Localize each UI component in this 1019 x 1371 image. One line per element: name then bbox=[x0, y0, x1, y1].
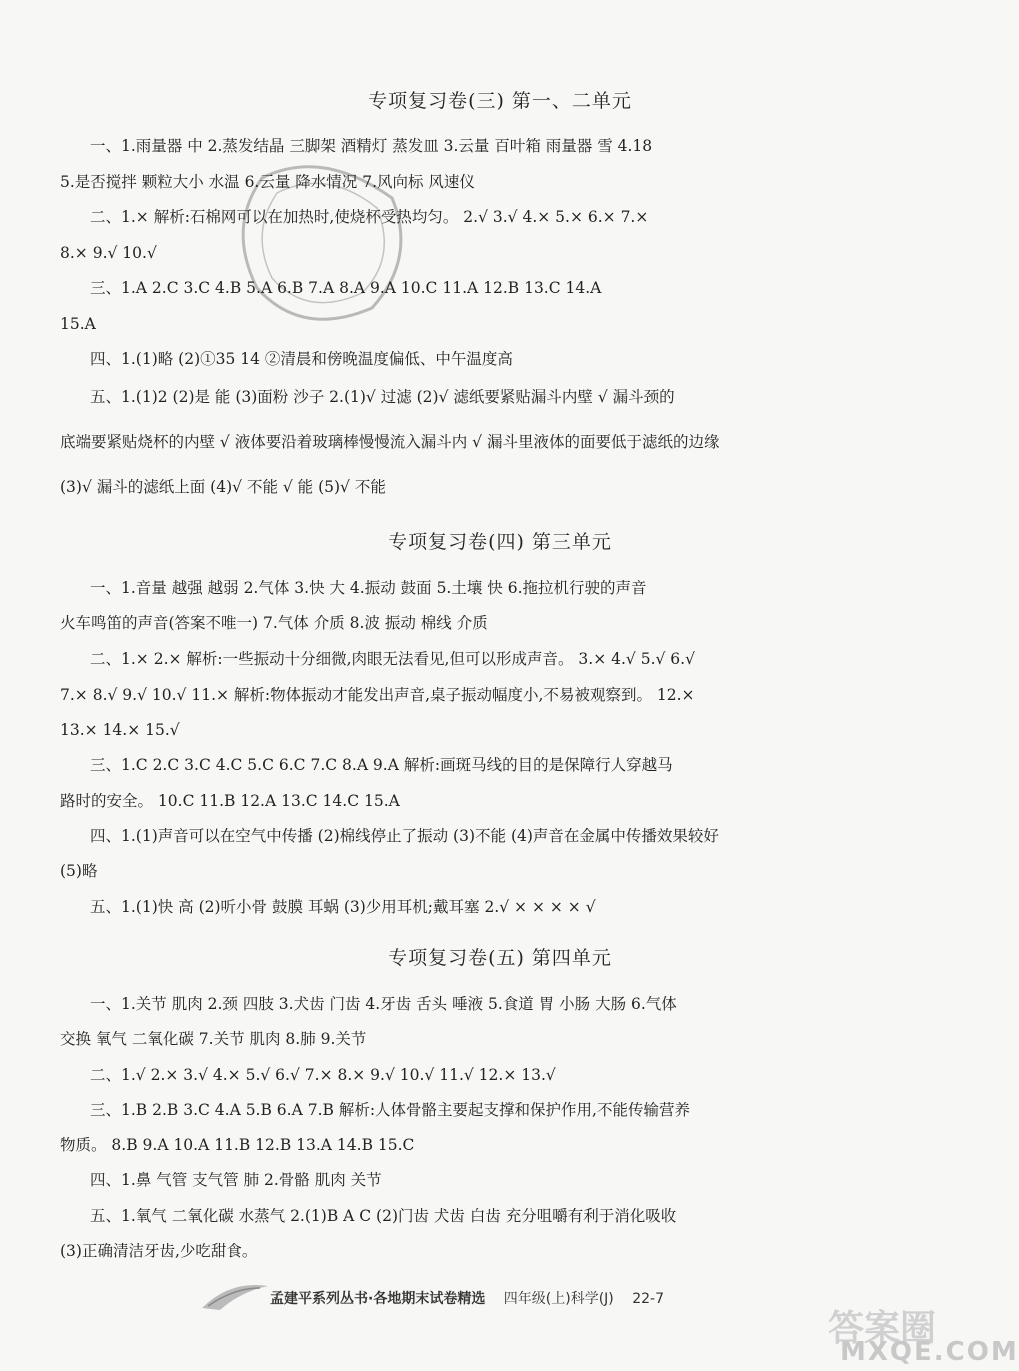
answer-line: 二、1.× 2.× 解析:一些振动十分细微,肉眼无法看见,但可以形成声音。 3.× 4.√ 5.√ 6.√ bbox=[90, 650, 695, 668]
answer-line: 13.× 14.× 15.√ bbox=[60, 721, 180, 739]
watermark-logo: 答案圈 bbox=[828, 1308, 937, 1349]
answer-line: 三、1.C 2.C 3.C 4.C 5.C 6.C 7.C 8.A 9.A 解析:画斑马线的目的是保障行人穿越马 bbox=[90, 756, 673, 774]
answer-line: 7.× 8.√ 9.√ 10.√ 11.× 解析:物体振动才能发出声音,桌子振动幅度小,不易被观察到。 12.× bbox=[60, 686, 695, 704]
answer-line: (5)略 bbox=[60, 862, 98, 880]
answer-line: 五、1.氧气 二氧化碳 水蒸气 2.(1)B A C (2)门齿 犬齿 白齿 充分咀嚼有利于消化吸收 bbox=[90, 1207, 677, 1225]
answer-line: 一、1.音量 越强 越弱 2.气体 3.快 大 4.振动 鼓面 5.土壤 快 6.拖拉机行驶的声音 bbox=[90, 579, 647, 597]
answer-line: 底端要紧贴烧杯的内壁 √ 液体要沿着玻璃棒慢慢流入漏斗内 √ 漏斗里液体的面要低于滤纸的边缘 bbox=[60, 433, 720, 451]
answer-line: 物质。 8.B 9.A 10.A 11.B 12.B 13.A 14.B 15.C bbox=[60, 1136, 415, 1154]
page-number: 22-7 bbox=[632, 1291, 664, 1307]
answer-line: 一、1.关节 肌肉 2.颈 四肢 3.犬齿 门齿 4.牙齿 舌头 唾液 5.食道 胃 小肠 大肠 6.气体 bbox=[90, 995, 677, 1013]
answer-line: 5.是否搅拌 颗粒大小 水温 6.云量 降水情况 7.风向标 风速仪 bbox=[60, 173, 475, 191]
answer-line: 交换 氧气 二氧化碳 7.关节 肌肉 8.肺 9.关节 bbox=[60, 1030, 367, 1048]
watermark-url: MXQE.COM bbox=[840, 1337, 1019, 1367]
answer-line: 三、1.A 2.C 3.C 4.B 5.A 6.B 7.A 8.A 9.A 10.C 11.A 12.B 13.C 14.A bbox=[90, 279, 602, 297]
section-title: 专项复习卷(三) 第一、二单元 bbox=[368, 90, 632, 112]
leaf-swoosh-icon bbox=[200, 1278, 270, 1314]
page-footer bbox=[270, 1288, 664, 1308]
answer-line: 火车鸣笛的声音(答案不唯一) 7.气体 介质 8.波 振动 棉线 介质 bbox=[60, 614, 488, 632]
answer-line: (3)正确清洁牙齿,少吃甜食。 bbox=[60, 1242, 258, 1260]
answer-line: 五、1.(1)2 (2)是 能 (3)面粉 沙子 2.(1)√ 过滤 (2)√ 滤纸要紧贴漏斗内壁 √ 漏斗颈的 bbox=[90, 388, 675, 406]
section-title: 专项复习卷(四) 第三单元 bbox=[388, 531, 612, 553]
answer-line: 五、1.(1)快 高 (2)听小骨 鼓膜 耳蜗 (3)少用耳机;戴耳塞 2.√ × × × × √ bbox=[90, 898, 596, 916]
answer-line: 四、1.(1)声音可以在空气中传播 (2)棉线停止了振动 (3)不能 (4)声音在金属中传播效果较好 bbox=[90, 827, 719, 845]
section-title: 专项复习卷(五) 第四单元 bbox=[388, 947, 612, 969]
footer-grade: 四年级(上)科学(J) bbox=[503, 1291, 614, 1307]
answer-line: 二、1.√ 2.× 3.√ 4.× 5.√ 6.√ 7.× 8.× 9.√ 10.√ 11.√ 12.× 13.√ bbox=[90, 1066, 556, 1084]
answer-line: (3)√ 漏斗的滤纸上面 (4)√ 不能 √ 能 (5)√ 不能 bbox=[60, 478, 386, 496]
footer-series: 孟建平系列丛书·各地期末试卷精选 bbox=[270, 1291, 486, 1307]
answer-line: 三、1.B 2.B 3.C 4.A 5.B 6.A 7.B 解析:人体骨骼主要起支撑和保护作用,不能传输营养 bbox=[90, 1101, 690, 1119]
answer-line: 15.A bbox=[60, 315, 96, 333]
answer-line: 四、1.(1)略 (2)①35 14 ②清晨和傍晚温度偏低、中午温度高 bbox=[90, 350, 513, 368]
answer-line: 路时的安全。 10.C 11.B 12.A 13.C 14.C 15.A bbox=[60, 792, 400, 810]
answer-line: 一、1.雨量器 中 2.蒸发结晶 三脚架 酒精灯 蒸发皿 3.云量 百叶箱 雨量器 雪 4.18 bbox=[90, 137, 653, 155]
answer-line: 8.× 9.√ 10.√ bbox=[60, 244, 157, 262]
answer-line: 二、1.× 解析:石棉网可以在加热时,使烧杯受热均匀。 2.√ 3.√ 4.× 5.× 6.× 7.× bbox=[90, 208, 649, 226]
answer-line: 四、1.鼻 气管 支气管 肺 2.骨骼 肌肉 关节 bbox=[90, 1171, 382, 1189]
